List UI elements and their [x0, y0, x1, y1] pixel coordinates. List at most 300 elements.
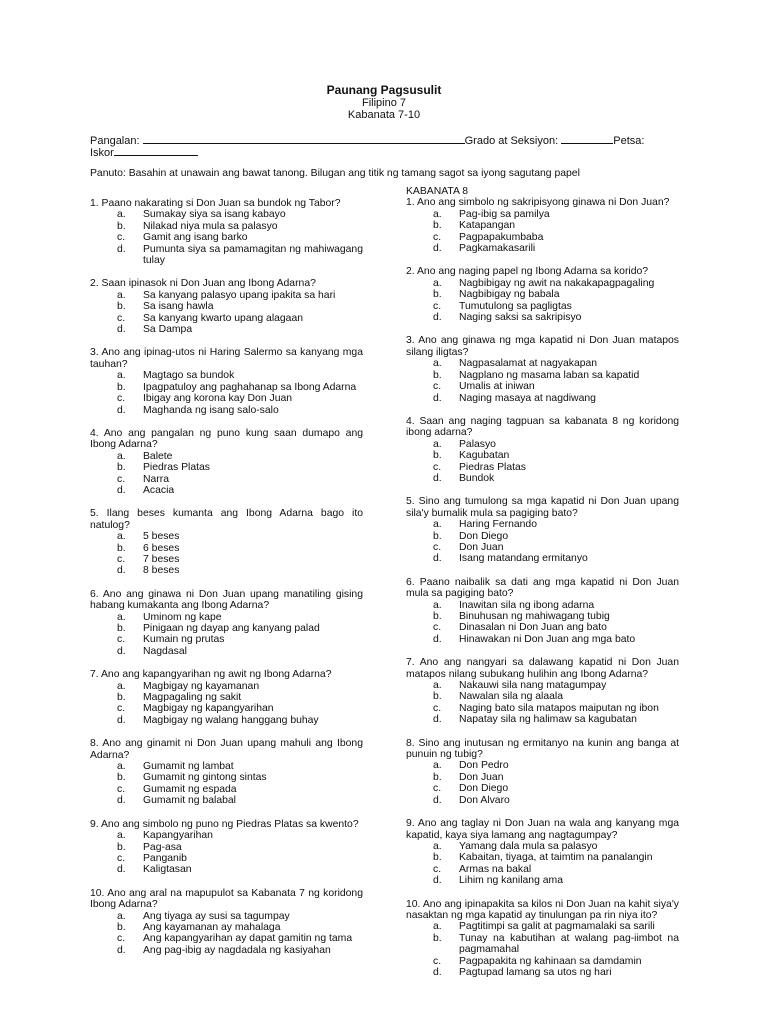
answer-option[interactable]	[90, 646, 363, 657]
answer-option[interactable]	[406, 220, 679, 231]
answer-option[interactable]	[406, 439, 679, 450]
answer-option[interactable]	[90, 370, 363, 381]
question-item	[90, 888, 363, 956]
answer-options	[90, 451, 363, 497]
answer-option[interactable]	[406, 301, 679, 312]
question-text: 5. Ilang beses kumanta ang Ibong Adarna bago ito natulog?	[90, 508, 363, 531]
question-item	[90, 508, 363, 576]
option-text: Binuhusan ng mahiwagang tubig	[459, 611, 610, 622]
option-text: Nagdasal	[143, 645, 187, 657]
answer-option[interactable]	[90, 393, 363, 404]
option-text: Ang tiyaga ay susi sa tagumpay	[143, 910, 290, 922]
option-text: Pag-asa	[143, 841, 182, 853]
option-text: Don Juan	[459, 771, 504, 783]
answer-options	[90, 612, 363, 658]
option-letter: b.	[433, 530, 442, 542]
name-label: Pangalan:	[90, 135, 140, 147]
option-letter: d.	[433, 472, 442, 484]
grade-label: Grado at Seksiyon:	[464, 135, 559, 147]
option-letter: d.	[117, 565, 126, 577]
question-text: 9. Ano ang simbolo ng puno ng Piedras Platas sa kwento?	[90, 818, 359, 830]
name-blank	[143, 133, 335, 144]
instructions: Panuto: Basahin at unawain ang bawat tanong. Bilugan ang titik ng tamang sagot sa iyong sagutang papel	[90, 168, 580, 179]
option-letter: a.	[117, 450, 126, 462]
option-letter: a.	[433, 840, 442, 852]
answer-options	[406, 921, 679, 978]
option-letter: c.	[117, 933, 126, 945]
option-letter: c.	[117, 232, 126, 244]
question-text: 10. Ano ang aral na mapupulot sa Kabanata 7 ng koridong Ibong Adarna?	[90, 887, 363, 911]
question-item	[406, 197, 679, 254]
question-item	[90, 347, 363, 415]
option-letter: b.	[117, 841, 126, 853]
answer-option[interactable]	[406, 393, 679, 404]
answer-options	[406, 680, 679, 726]
option-text: Don Pedro	[459, 760, 509, 772]
option-letter: c.	[433, 702, 442, 714]
option-letter: c.	[117, 553, 126, 565]
answer-option[interactable]	[406, 600, 679, 611]
question-item	[90, 819, 363, 876]
option-letter: b.	[117, 462, 126, 474]
option-text: Ipagpatuloy ang paghahanap sa Ibong Adarna	[143, 381, 357, 393]
answer-option[interactable]	[406, 634, 679, 645]
option-letter: d.	[117, 864, 126, 876]
option-letter: d.	[433, 312, 442, 324]
option-text: Ang kayamanan ay mahalaga	[143, 921, 281, 933]
answer-option[interactable]	[406, 358, 679, 369]
option-letter: c.	[117, 783, 126, 795]
option-text: Bundok	[459, 472, 495, 484]
option-text: Pagtitimpi sa galit at pagmamalaki sa sarili	[459, 921, 655, 933]
answer-option[interactable]	[90, 784, 363, 795]
date-label: Petsa:	[613, 135, 645, 147]
option-letter: d.	[117, 404, 126, 416]
answer-option[interactable]	[90, 221, 363, 232]
question-text: 2. Ano ang naging papel ng Ibong Adarna sa korido?	[406, 266, 649, 278]
option-letter: d.	[433, 392, 442, 404]
option-letter: b.	[433, 932, 442, 944]
option-text: Umalis at iniwan	[459, 381, 535, 393]
option-text: Tumutulong sa pagligtas	[459, 300, 572, 312]
question-text: 1. Ano ang simbolo ng sakripisyong ginawa ni Don Juan?	[406, 197, 670, 209]
answer-options	[90, 761, 363, 807]
answer-option[interactable]	[90, 945, 363, 956]
option-text: Sumakay siya sa isang kabayo	[143, 209, 286, 221]
answer-option[interactable]	[90, 681, 363, 692]
answer-option[interactable]	[90, 451, 363, 462]
answer-option[interactable]	[406, 956, 679, 967]
option-text: Kagubatan	[459, 450, 510, 462]
answer-option[interactable]	[406, 519, 679, 530]
option-letter: c.	[433, 231, 442, 243]
option-text: Katapangan	[459, 220, 516, 232]
option-letter: b.	[433, 611, 442, 622]
option-text: Pagpapakita ng kahinaan sa damdamin	[459, 955, 642, 967]
question-text: 10. Ano ang ipinapakita sa kilos ni Don Juan na kahit siya'y nasaktan ng mga kapatid ay tinulungan pa rin niya ito?	[406, 898, 679, 921]
answer-option[interactable]	[90, 853, 363, 864]
option-letter: a.	[117, 209, 126, 221]
option-text: Nagbibigay ng awit na nakakapagpagaling	[459, 277, 655, 289]
option-letter: a.	[433, 680, 442, 692]
option-letter: d.	[117, 645, 126, 657]
option-letter: d.	[433, 794, 442, 806]
option-text: Armas na bakal	[459, 863, 532, 875]
option-letter: b.	[433, 450, 442, 462]
option-text: Piedras Platas	[143, 462, 210, 474]
option-letter: c.	[117, 393, 126, 405]
answer-option[interactable]	[406, 450, 679, 461]
answer-option[interactable]	[90, 531, 363, 542]
answer-option[interactable]	[406, 703, 679, 714]
question-item	[406, 416, 679, 484]
option-letter: d.	[433, 875, 442, 887]
question-text: 8. Sino ang inutusan ng ermitanyo na kunin ang banga at punuin ng tubig?	[406, 737, 679, 761]
option-text: Nakauwi sila nang matagumpay	[459, 680, 607, 692]
answer-option[interactable]	[90, 842, 363, 853]
answer-option[interactable]	[406, 795, 679, 806]
question-text: 4. Saan ang naging tagpuan sa kabanata 8 ng koridong ibong adarna?	[406, 415, 679, 439]
option-letter: a.	[117, 680, 126, 692]
question-item	[406, 577, 679, 645]
question-text: 9. Ano ang taglay ni Don Juan na wala ang kanyang mga kapatid, kaya siya lamang ang nagtagumpay?	[406, 818, 679, 841]
option-letter: c.	[433, 622, 442, 634]
option-text: Pagkamakasarili	[459, 243, 536, 255]
option-letter: a.	[433, 599, 442, 611]
answer-option[interactable]	[90, 232, 363, 243]
answer-option[interactable]	[90, 634, 363, 645]
answer-option[interactable]	[406, 553, 679, 564]
option-text: Acacia	[143, 484, 175, 496]
answer-option[interactable]	[90, 830, 363, 841]
option-letter: b.	[117, 220, 126, 232]
answer-option[interactable]	[90, 382, 363, 393]
answer-option[interactable]	[90, 301, 363, 312]
answer-option[interactable]	[406, 760, 679, 771]
option-text: Balete	[143, 450, 173, 462]
grade-blank	[561, 133, 613, 144]
option-letter: b.	[433, 220, 442, 232]
option-text: Kabaitan, tiyaga, at taimtim na panalangin	[459, 852, 653, 864]
answer-option[interactable]	[90, 554, 363, 565]
question-item	[406, 738, 679, 806]
answer-option[interactable]	[90, 462, 363, 473]
option-letter: a.	[433, 921, 442, 933]
answer-option[interactable]	[406, 622, 679, 633]
question-text: 1. Paano nakarating si Don Juan sa bundok ng Tabor?	[90, 198, 341, 209]
option-letter: c.	[117, 852, 126, 864]
right-column	[406, 186, 679, 990]
option-text: Ang pag-ibig ay nagdadala ng kasiyahan	[143, 944, 331, 956]
answer-option[interactable]	[90, 313, 363, 324]
answer-option[interactable]	[406, 531, 679, 542]
option-letter: b.	[117, 692, 126, 704]
option-text: 8 beses	[143, 565, 180, 577]
option-text: 5 beses	[143, 531, 180, 543]
option-text: Don Diego	[459, 783, 509, 795]
option-text: Sa kanyang palasyo upang ipakita sa hari	[143, 289, 336, 301]
option-letter: b.	[433, 771, 442, 783]
option-text: Kumain ng prutas	[143, 634, 225, 646]
option-letter: c.	[117, 634, 126, 646]
option-text: Maghanda ng isang salo-salo	[143, 404, 279, 416]
option-text: Hinawakan ni Don Juan ang mga bato	[459, 633, 636, 645]
option-text: Kapangyarihan	[143, 830, 213, 842]
section-heading: KABANATA 8	[406, 186, 468, 197]
option-letter: a.	[433, 438, 442, 450]
option-letter: b.	[117, 301, 126, 313]
answer-options	[90, 681, 363, 727]
option-letter: a.	[117, 370, 126, 382]
option-text: Don Juan	[459, 541, 504, 553]
answer-option[interactable]	[406, 209, 679, 220]
option-letter: a.	[117, 289, 126, 301]
score-label: Iskor	[90, 147, 114, 159]
question-text: 5. Sino ang tumulong sa mga kapatid ni Don Juan upang sila'y bumalik mula sa pagiging bato?	[406, 496, 679, 519]
option-letter: d.	[117, 714, 126, 726]
option-letter: c.	[433, 863, 442, 875]
answer-option[interactable]	[90, 911, 363, 922]
answer-option[interactable]	[90, 761, 363, 772]
option-text: Sa kanyang kwarto upang alagaan	[143, 312, 304, 324]
answer-option[interactable]	[90, 405, 363, 416]
question-item	[90, 738, 363, 806]
question-item	[406, 335, 679, 403]
answer-option[interactable]	[406, 462, 679, 473]
option-text: Dinasalan ni Don Juan ang bato	[459, 622, 607, 634]
option-letter: c.	[433, 541, 442, 553]
question-item	[406, 657, 679, 725]
option-letter: c.	[117, 703, 126, 715]
answer-option[interactable]	[90, 244, 363, 267]
answer-option[interactable]	[406, 611, 679, 622]
answer-option[interactable]	[90, 485, 363, 496]
answer-option[interactable]	[406, 232, 679, 243]
answer-option[interactable]	[90, 474, 363, 485]
answer-option[interactable]	[90, 864, 363, 875]
option-letter: c.	[433, 955, 442, 967]
question-item	[90, 278, 363, 335]
option-text: Lihim ng kanilang ama	[459, 875, 563, 887]
option-text: 6 beses	[143, 542, 180, 554]
answer-option[interactable]	[406, 691, 679, 702]
answer-options	[90, 209, 363, 266]
option-letter: a.	[117, 761, 126, 773]
answer-options	[90, 290, 363, 336]
answer-options	[90, 531, 363, 577]
question-item	[406, 899, 679, 979]
option-letter: b.	[433, 289, 442, 301]
answer-option[interactable]	[406, 921, 679, 932]
question-item	[90, 669, 363, 726]
option-letter: d.	[433, 633, 442, 645]
name-blank-extension	[335, 133, 465, 144]
answer-option[interactable]	[406, 852, 679, 863]
score-blank-extension	[156, 145, 198, 156]
answer-option[interactable]	[406, 542, 679, 553]
answer-option[interactable]	[90, 612, 363, 623]
option-text: Piedras Platas	[459, 461, 526, 473]
answer-option[interactable]	[406, 714, 679, 725]
option-text: Magbigay ng walang hanggang buhay	[143, 714, 319, 726]
answer-option[interactable]	[90, 715, 363, 726]
answer-option[interactable]	[90, 703, 363, 714]
option-letter: c.	[117, 473, 126, 485]
option-text: Magpagaling ng sakit	[143, 692, 242, 704]
option-letter: a.	[433, 277, 442, 289]
answer-option[interactable]	[406, 312, 679, 323]
answer-option[interactable]	[90, 933, 363, 944]
answer-options	[406, 358, 679, 404]
option-letter: b.	[117, 772, 126, 784]
option-text: Naging saksi sa sakripisyo	[459, 312, 582, 324]
answer-option[interactable]	[90, 565, 363, 576]
option-text: Yamang dala mula sa palasyo	[459, 840, 598, 852]
option-text: Don Alvaro	[459, 794, 510, 806]
answer-option[interactable]	[406, 772, 679, 783]
answer-options	[90, 370, 363, 416]
option-text: Naging masaya at nagdiwang	[459, 392, 596, 404]
option-text: Magtago sa bundok	[143, 370, 235, 382]
option-text: Magbigay ng kayamanan	[143, 680, 260, 692]
answer-option[interactable]	[406, 289, 679, 300]
answer-option[interactable]	[406, 381, 679, 392]
option-text: Nagpasalamat at nagyakapan	[459, 358, 598, 370]
chapter-range: Kabanata 7-10	[347, 109, 421, 121]
option-text: Pagpapakumbaba	[459, 231, 544, 243]
option-letter: d.	[117, 324, 126, 336]
option-letter: d.	[433, 243, 442, 255]
answer-options	[406, 519, 679, 565]
answer-option[interactable]	[90, 209, 363, 220]
question-item	[90, 198, 363, 266]
answer-options	[406, 600, 679, 646]
option-text: Isang matandang ermitanyo	[459, 553, 588, 565]
question-item	[90, 589, 363, 657]
question-text: 3. Ano ang ipinag-utos ni Haring Salermo sa kanyang mga tauhan?	[90, 347, 363, 370]
answer-option[interactable]	[90, 543, 363, 554]
question-text: 7. Ano ang kapangyarihan ng awit ng Ibong Adarna?	[90, 669, 332, 681]
option-letter: a.	[117, 910, 126, 922]
option-letter: b.	[117, 542, 126, 554]
option-letter: a.	[117, 611, 126, 623]
option-letter: a.	[433, 519, 442, 531]
question-item	[90, 428, 363, 496]
option-text: Napatay sila ng halimaw sa kagubatan	[459, 714, 637, 726]
option-letter: d.	[433, 714, 442, 726]
option-letter: b.	[433, 369, 442, 381]
answer-option[interactable]	[406, 783, 679, 794]
answer-option[interactable]	[406, 875, 679, 886]
option-text: Gamit ang isang barko	[143, 232, 248, 244]
answer-options	[406, 439, 679, 485]
answer-option[interactable]	[406, 933, 679, 956]
option-text: 7 beses	[143, 553, 180, 565]
answer-option[interactable]	[406, 864, 679, 875]
answer-options	[406, 760, 679, 806]
option-letter: b.	[117, 623, 126, 634]
answer-option[interactable]	[90, 922, 363, 933]
option-text: Gumamit ng gintong sintas	[143, 772, 267, 784]
question-text: 6. Ano ang ginawa ni Don Juan upang manatiling gising habang kumakanta ang Ibong Adarna?	[90, 588, 363, 612]
answer-option[interactable]	[406, 680, 679, 691]
answer-option[interactable]	[90, 795, 363, 806]
option-letter: a.	[117, 531, 126, 543]
document-title: Paunang Pagsusulit	[326, 83, 442, 97]
option-text: Ibigay ang korona kay Don Juan	[143, 393, 293, 405]
question-text: 6. Paano naibalik sa dati ang mga kapatid ni Don Juan mula sa pagiging bato?	[406, 576, 679, 600]
option-text: Nagbibigay ng babala	[459, 289, 560, 301]
option-text: Uminom ng kape	[143, 611, 222, 623]
option-text: Kaligtasan	[143, 864, 192, 876]
answer-option[interactable]	[406, 967, 679, 978]
answer-option[interactable]	[406, 370, 679, 381]
option-letter: a.	[433, 760, 442, 772]
question-text: 8. Ano ang ginamit ni Don Juan upang mahuli ang Ibong Adarna?	[90, 738, 363, 761]
option-letter: d.	[433, 966, 442, 978]
answer-option[interactable]	[406, 841, 679, 852]
answer-option[interactable]	[90, 692, 363, 703]
option-letter: a.	[433, 358, 442, 370]
answer-option[interactable]	[90, 623, 363, 634]
option-text: Nawalan sila ng alaala	[459, 691, 563, 703]
answer-option[interactable]	[406, 243, 679, 254]
option-letter: b.	[433, 691, 442, 703]
question-text: 3. Ano ang ginawa ng mga kapatid ni Don Juan matapos silang iligtas?	[406, 335, 679, 358]
option-letter: d.	[117, 944, 126, 956]
option-letter: c.	[433, 381, 442, 393]
option-text: Pagtupad lamang sa utos ng hari	[459, 966, 612, 978]
score-line	[90, 145, 198, 159]
answer-option[interactable]	[406, 473, 679, 484]
subject-line: Filipino 7	[361, 97, 407, 109]
answer-options	[406, 278, 679, 324]
option-letter: c.	[433, 300, 442, 312]
option-text: Haring Fernando	[459, 519, 537, 531]
answer-options	[90, 911, 363, 957]
answer-option[interactable]	[406, 278, 679, 289]
option-letter: d.	[117, 484, 126, 496]
question-item	[406, 818, 679, 886]
option-text: Nagplano ng masama laban sa kapatid	[459, 369, 640, 381]
option-letter: c.	[433, 461, 442, 473]
option-text: Panganib	[143, 852, 187, 864]
answer-option[interactable]	[90, 772, 363, 783]
option-text: Ang kapangyarihan ay dapat gamitin ng tama	[143, 933, 353, 945]
option-letter: a.	[433, 208, 442, 220]
option-text: Pumunta siya sa pamamagitan ng mahiwagang tulay	[143, 243, 363, 267]
option-letter: d.	[117, 243, 126, 255]
option-letter: c.	[433, 783, 442, 795]
question-item	[406, 496, 679, 564]
answer-option[interactable]	[90, 290, 363, 301]
option-text: Narra	[143, 473, 169, 485]
question-text: 2. Saan ipinasok ni Don Juan ang Ibong Adarna?	[90, 278, 316, 290]
option-text: Pag-ibig sa pamilya	[459, 208, 550, 220]
option-text: Nilakad niya mula sa palasyo	[143, 220, 278, 232]
answer-option[interactable]	[90, 324, 363, 335]
option-text: Gumamit ng lambat	[143, 761, 234, 773]
answer-options	[406, 209, 679, 255]
option-letter: c.	[117, 312, 126, 324]
left-column	[90, 198, 363, 968]
option-text: Palasyo	[459, 438, 496, 450]
option-text: Naging bato sila matapos maiputan ng ibon	[459, 702, 659, 714]
score-blank	[114, 145, 156, 156]
option-text: Inawitan sila ng ibong adarna	[459, 599, 595, 611]
option-text: Magbigay ng kapangyarihan	[143, 703, 274, 715]
option-letter: a.	[117, 830, 126, 842]
